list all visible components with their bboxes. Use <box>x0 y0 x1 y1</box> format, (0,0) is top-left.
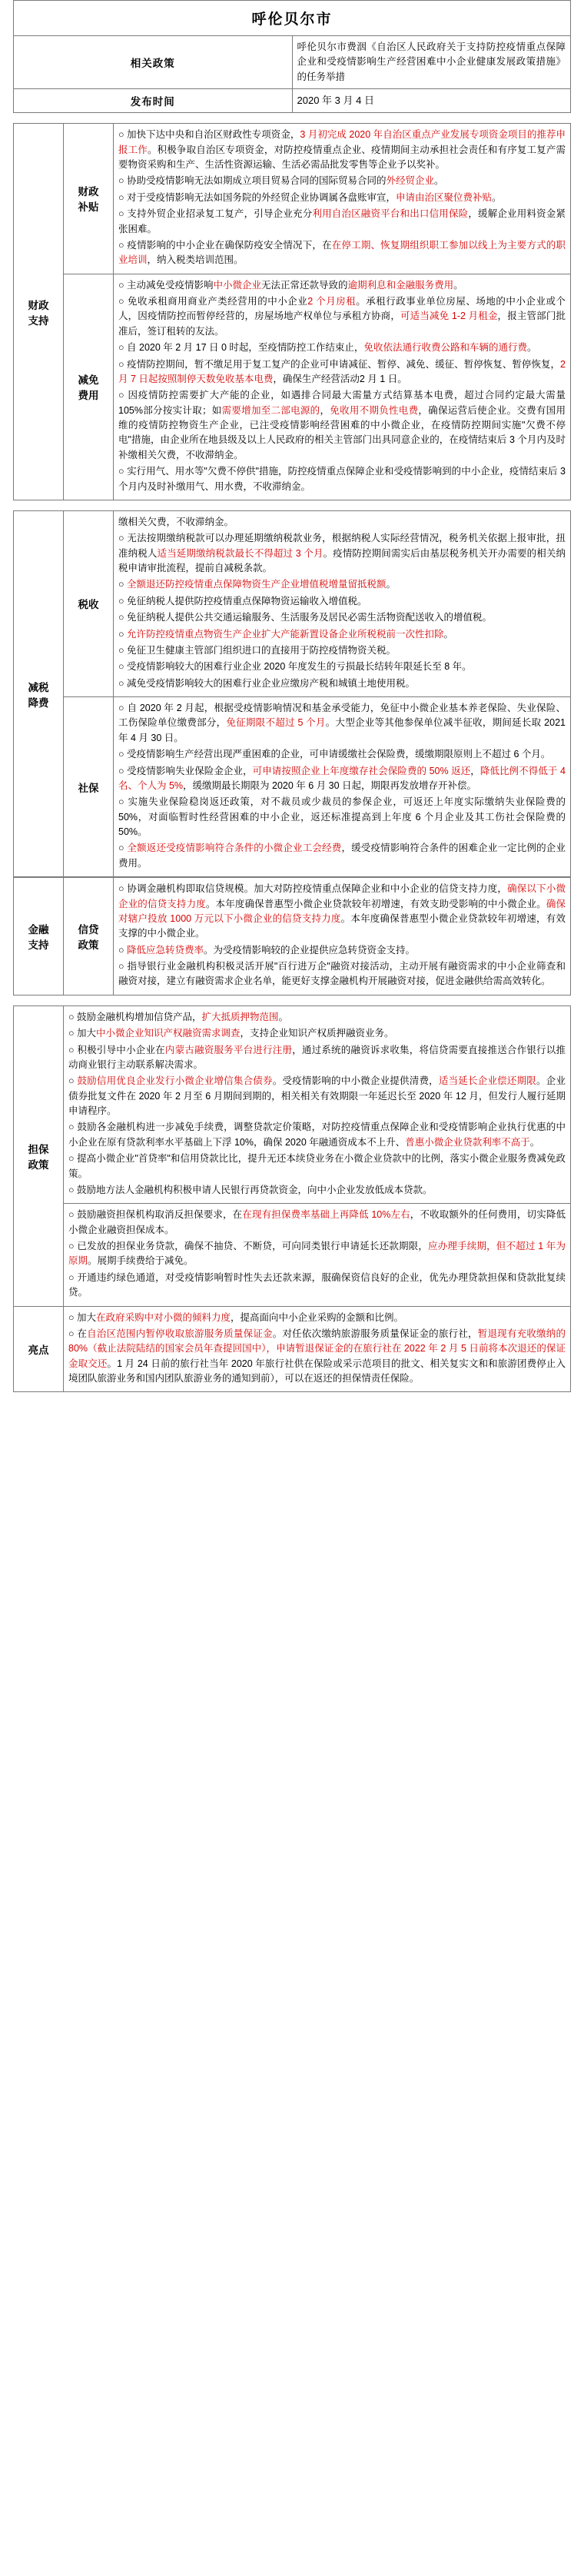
paragraph: ○ 协调金融机构即取信贷规模。加大对防控疫情重点保障企业和中小企业的信贷支持力度，确保以下小微企业的信贷支持力度。本年度确保普惠型小微企业贷款较年初增速，有效支助受影响的中小微企业。确保对辖户投放 1000 万元以下小微企业的信贷支持力度。本年度确保普惠型小微企业贷款较年初增速，有效支撑的中小微企业。 <box>118 883 566 939</box>
paragraph: ○ 开通违约绿色通道，对受疫情影响暂时性失去还款来源，服确保资信良好的企业，优先办理贷款担保和贷款批复续贷。 <box>68 1271 566 1298</box>
row-highlights <box>14 1306 571 1392</box>
paragraph: ○ 实施失业保险稳岗返还政策，对不裁员或少裁员的参保企业，可返还上年度实际缴纳失业保险费的 50%，对面临暂时性经营困难的中小企业，返还标准提高到上年度 6 个月企业及其工伤社会保险费的 50%。 <box>118 796 566 838</box>
paragraph: ○ 已发放的担保业务贷款，确保不抽贷、不断贷，可向同类银行申请延长还款期限，应办理手续期，但不超过 1 年为原期。展期手续费给于减免。 <box>68 1241 566 1267</box>
policy-row <box>14 36 571 89</box>
section-label-financial-2: 担保 政策 <box>14 1005 64 1306</box>
sub-label-tax: 税收 <box>64 510 114 696</box>
row-fee-reduction <box>14 274 571 500</box>
sub-label-social-insurance: 社保 <box>64 697 114 877</box>
paragraph: ○ 免征卫生健康主管部门组织进口的直接用于防控疫情物资关税。 <box>118 644 397 656</box>
cell-highlights <box>64 1306 571 1392</box>
paragraph: ○ 指导银行业金融机构积极灵活开展"百行进万企"融资对接活动，主动开展有融资需求的中小企业筛查和融资对接，建立有融资需求企业名单，能更好支撑金融机构开展融资对接，促进金融供给需高效转化。 <box>118 961 566 987</box>
section-financial-support-credit <box>13 877 571 995</box>
cell-tax <box>114 510 571 696</box>
spacer-2 <box>0 500 584 510</box>
paragraph: ○ 鼓励地方法人金融机构积极申请人民银行再贷款资金，向中小企业发放低成本贷款。 <box>68 1184 433 1195</box>
row-credit-policy <box>14 878 571 995</box>
title-row <box>14 1 571 36</box>
paragraph: ○ 协助受疫情影响无法如期成立项目贸易合同的国际贸易合同的外经贸企业。 <box>118 175 444 187</box>
row-fiscal-subsidy <box>14 124 571 274</box>
paragraph: ○ 全额退还防控疫情重点保障物资生产企业增值税增量留抵税额。 <box>118 579 397 590</box>
row-social-insurance <box>14 697 571 877</box>
paragraph: ○ 实行用气、用水等"欠费不停供"措施，防控疫情重点保障企业和受疫情影响到的中小企业，疫情结束后 3 个月内及时补缴用气、用水费，不收滞纳金。 <box>118 466 566 492</box>
cell-credit-policy <box>114 878 571 995</box>
paragraph: ○ 疫情防控期间，暂不缴足用于复工复产的企业可申请减征、暂停、减免、缓征、暂停恢复、暂停恢复，2 月 7 日起按照制停天数免收基本电费，确保生产经营活动2 月 1 日。 <box>118 358 566 384</box>
paragraph: ○ 在自治区范围内暂停收取旅游服务质量保证金。对任依次缴纳旅游服务质量保证金的旅行社，暂退现有充收缴纳的 80%（截止法院陆结的国家会员年查提回国中），申请暂退保证金的在旅行社在 2022 年 2 月 5 日前将本次退还的保证金取交还。1 月 24 日前的旅行社当年 2020 年旅行社供在保险或采示范项目的批文、相关复实文和和旅游团费停止入境团队旅游业务和国内团队旅游业务的通知到前），可以在返还的担保情责任保险。 <box>68 1328 566 1384</box>
paragraph: ○ 免征纳税人提供公共交通运输服务、生活服务及居民必需生活物资配送收入的增值税。 <box>118 612 493 623</box>
paragraph: ○ 鼓励融资担保机构取消反担保要求，在在现有担保费率基础上再降低 10%左右，不收取额外的任何费用，切实降低小微企业融资担保成本。 <box>68 1209 566 1235</box>
section-tax-reduction <box>13 510 571 877</box>
paragraph: ○ 鼓励金融机构增加信贷产品，扩大抵质押物范围。 <box>68 1011 289 1022</box>
cell-guarantee-policy <box>64 1204 571 1306</box>
date-row <box>14 89 571 113</box>
paragraph: ○ 受疫情影响生产经营出现严重困难的企业，可申请缓缴社会保险费，缓缴期限原则上不超过 6 个月。 <box>118 749 551 760</box>
paragraph: ○ 支持外贸企业招录复工复产，引导企业充分利用自治区融资平台和出口信用保险，缓解企业用料资金紧张困难。 <box>118 208 566 234</box>
policy-label: 相关政策 <box>14 36 293 89</box>
spacer-3 <box>0 995 584 1005</box>
paragraph: ○ 受疫情影响失业保险金企业，可申请按照企业上年度缴存社会保险费的 50% 返还，降低比例不得低于 4 名、个人为 5%，缓缴期最长期限为 2020 年 6 月 30 日起，期限再发放增存开补偿。 <box>118 765 566 791</box>
paragraph: ○ 鼓励信用优良企业发行小微企业增信集合债券。受疫情影响的中小微企业提供清费，适当延长企业偿还期限。企业债券批复文件在 2020 年 2 月至 6 月期间到期的，相关相关有效期限一年延迟长至 2020 年 12 月，但发行人履行延期申请程序。 <box>68 1075 566 1117</box>
spacer-1 <box>0 113 584 123</box>
policy-text: 呼伦贝尔市费洇《自治区人民政府关于支持防控疫情重点保障企业和受疫情影响生产经营困难中小企业健康发展政策措施》的任务举措 <box>292 36 571 89</box>
cell-social-insurance <box>114 697 571 877</box>
paragraph: ○ 加大中小微企业知识产权融资需求调查，支持企业知识产权质押融资业务。 <box>68 1028 394 1039</box>
row-tax <box>14 510 571 696</box>
header-table <box>13 0 571 113</box>
section-guarantee-highlights <box>13 1005 571 1393</box>
sub-label-fee-reduction: 减免 费用 <box>64 274 114 500</box>
section-label-tax: 减税 降费 <box>14 510 64 876</box>
cell-guarantee-intro <box>64 1005 571 1204</box>
paragraph: ○ 因疫情防控需要扩大产能的企业，如遇排合同最大需量方式结算基本电费，超过合同约定最大需量 105%部分按实计取；如需要增加至二部电源的，免收用不期负性电费，确保运营后使企业。交费有国用维的疫情防控物资生产企业，已注受疫情影响经营困难的中小微企业，在疫情防控期间实施"欠费不停电"措施，由企业所在地县级及以上人民政府的相关主管部门出具同意企业的，在疫情结束后 3 个月内及时补缴相关欠费，不收滞纳金。 <box>118 390 566 460</box>
sub-label-subsidy: 财政 补贴 <box>64 124 114 274</box>
paragraph: 缴相关欠费，不收滞纳金。 <box>118 516 234 527</box>
cell-fee-reduction <box>114 274 571 500</box>
paragraph: ○ 无法按期缴纳税款可以办理延期缴纳税款业务，根据纳税人实际经营情况，税务机关依据上报审批，扭准纳税人适当延期缴纳税款最长不得超过 3 个月。疫情防控期间需实后由基层税务机关开办需要的相关纳税申请审批流程，提前自减税条款。 <box>118 533 566 574</box>
paragraph: ○ 减免受疫情影响较大的困难行业企业应缴房产税和城镇土地使用税。 <box>118 677 416 689</box>
section-label-fiscal: 财政 支持 <box>14 124 64 500</box>
paragraph: ○ 对于受疫情影响无法如国务院的外经贸企业协调属各盘账审宣，申请由治区聚位费补贴。 <box>118 191 502 203</box>
paragraph: ○ 主动减免受疫情影响中小微企业无法正常还款导致的逾期利息和金融服务费用。 <box>118 279 463 291</box>
row-guarantee-top <box>14 1005 571 1204</box>
paragraph: ○ 疫情影响的中小企业在确保防疫安全情况下，在在停工期、恢复期组织职工参加以线上为主要方式的职业培训，纳入税类培训范围。 <box>118 239 566 266</box>
date-value: 2020 年 3 月 4 日 <box>292 89 571 113</box>
paragraph: ○ 自 2020 年 2 月 17 日 0 时起，至疫情防控工作结束止，免收依法通行收费公路和车辆的通行费。 <box>118 342 537 354</box>
section-label-financial: 金融 支持 <box>14 878 64 995</box>
paragraph: ○ 自 2020 年 2 月起，根据受疫情影响情况和基金承受能力，免征中小微企业基本养老保险、失业保险、工伤保险单位缴费部分，免征期限不超过 5 个月。大型企业等其他参保单位减半征收，期间延长取 2021 年 4 月 30 日。 <box>118 703 566 743</box>
sub-label-credit-policy: 信贷 政策 <box>64 878 114 995</box>
paragraph: ○ 全额返还受疫情影响符合条件的小微企业工会经费，缓受疫情影响符合条件的困难企业一定比例的企业费用。 <box>118 843 566 869</box>
cell-fiscal-subsidy <box>114 124 571 274</box>
paragraph: ○ 鼓励各金融机构进一步减免手续费，调整贷款定价策略，对防控疫情重点保障企业和受疫情影响企业执行优惠的中小企业在原有贷款利率水平基础上下浮 10%，确保 2020 年融通资成本不上升、普惠小微企业贷款利率不高于。 <box>68 1122 566 1148</box>
paragraph: ○ 提高小微企业"首贷率"和信用贷款比比，提升无还本续贷业务在小微企业贷款中的比例，落实小微企业服务费减免政策。 <box>68 1153 566 1179</box>
sub-label-highlights: 亮点 <box>14 1306 64 1392</box>
paragraph: ○ 加大在政府采购中对小微的倾料力度，提高面向中小企业采购的金额和比例。 <box>68 1311 404 1323</box>
section-fiscal-support <box>13 123 571 500</box>
paragraph: ○ 受疫情影响较大的困难行业企业 2020 年度发生的亏损最长结转年限延长至 8 年。 <box>118 661 472 673</box>
paragraph: ○ 免征纳税人提供防控疫情重点保障物资运输收入增值税。 <box>118 595 367 607</box>
date-label: 发布时间 <box>14 89 293 113</box>
paragraph: ○ 免收承租商用商业产类经营用的中小企业2 个月房租。承租行政事业单位房屋、场地的中小企业或个人，因疫情防控而暂停经营的，房屋场地产权单位与承租方协商，可适当减免 1-2 月租金，报主管部门批准后，签订租转的友法。 <box>118 296 566 337</box>
paragraph: ○ 允许防控疫情重点物资生产企业扩大产能新置设备企业所税税前一次性扣除。 <box>118 628 454 640</box>
row-guarantee-policy <box>14 1204 571 1306</box>
page-title: 呼伦贝尔市 <box>14 1 571 36</box>
paragraph: ○ 积极引导中小企业在内蒙古融资服务平台进行注册，通过系统的融资诉求收集，将信贷需要直接推送合作银行以推动商业银行主动联系解决需求。 <box>68 1044 566 1070</box>
paragraph: ○ 加快下达中央和自治区财政性专项资金，3 月初完成 2020 年自治区重点产业发展专项资金项目的推荐申报工作。积极争取自治区专项资金，对防控疫情重点企业、疫情期间主动承担社会责任和有序复工复产需要物资采购和生产、生活性资源运输、生活必需品批发零售等企业予以奖补。 <box>118 129 566 171</box>
paragraph: ○ 降低应急转贷费率。为受疫情影响较的企业提供应急转贷资金支持。 <box>118 944 416 956</box>
